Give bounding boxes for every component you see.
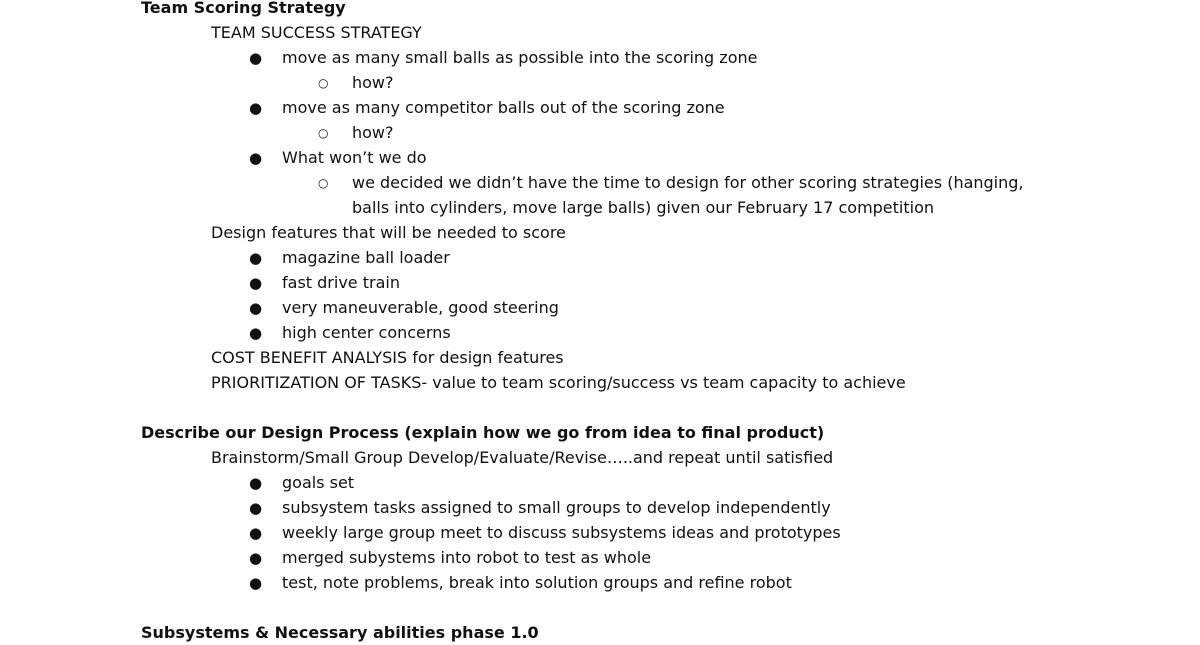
line-text: PRIORITIZATION OF TASKS- value to team scoring/success vs team capacity to achieve <box>211 373 906 392</box>
line-text: we decided we didn’t have the time to design for other scoring strategies (hanging, <box>352 173 1024 192</box>
bullet-icon: ● <box>249 299 263 317</box>
line-text: merged subystems into robot to test as whole <box>282 548 652 567</box>
line-text: test, note problems, break into solution groups and refine robot <box>282 573 792 592</box>
line-text: Subsystems & Necessary abilities phase 1.0 <box>141 623 539 642</box>
line-text: Describe our Design Process (explain how we go from idea to final product) <box>141 423 825 442</box>
line-text: fast drive train <box>282 273 400 292</box>
line-text: move as many competitor balls out of the scoring zone <box>282 98 725 117</box>
bullet-icon: ● <box>249 574 263 592</box>
line-text: subsystem tasks assigned to small groups to develop independently <box>282 498 831 517</box>
line-text: Design features that will be needed to score <box>211 223 566 242</box>
bullet-icon: ● <box>249 49 263 67</box>
bullet-icon: ● <box>249 499 263 517</box>
bullet-icon: ● <box>249 149 263 167</box>
hollow-bullet-icon: ○ <box>318 126 329 140</box>
line-text: how? <box>352 73 394 92</box>
bullet-icon: ● <box>249 249 263 267</box>
line-text: What won’t we do <box>282 148 427 167</box>
line-text: weekly large group meet to discuss subsystems ideas and prototypes <box>282 523 841 542</box>
line-text: balls into cylinders, move large balls) given our February 17 competition <box>352 198 935 217</box>
bullet-icon: ● <box>249 274 263 292</box>
bullet-icon: ● <box>249 474 263 492</box>
line-text: TEAM SUCCESS STRATEGY <box>211 23 422 42</box>
bullet-icon: ● <box>249 324 263 342</box>
line-text: Team Scoring Strategy <box>141 0 346 17</box>
hollow-bullet-icon: ○ <box>318 176 329 190</box>
line-text: move as many small balls as possible into the scoring zone <box>282 48 758 67</box>
line-text: high center concerns <box>282 323 451 342</box>
line-text: very maneuverable, good steering <box>282 298 559 317</box>
bullet-icon: ● <box>249 549 263 567</box>
line-text: how? <box>352 123 394 142</box>
line-text: magazine ball loader <box>282 248 450 267</box>
hollow-bullet-icon: ○ <box>318 76 329 90</box>
bullet-icon: ● <box>249 99 263 117</box>
line-text: COST BENEFIT ANALYSIS for design features <box>211 348 564 367</box>
line-text: goals set <box>282 473 355 492</box>
line-text: Brainstorm/Small Group Develop/Evaluate/Revise…..and repeat until satisfied <box>211 448 834 467</box>
bullet-icon: ● <box>249 524 263 542</box>
